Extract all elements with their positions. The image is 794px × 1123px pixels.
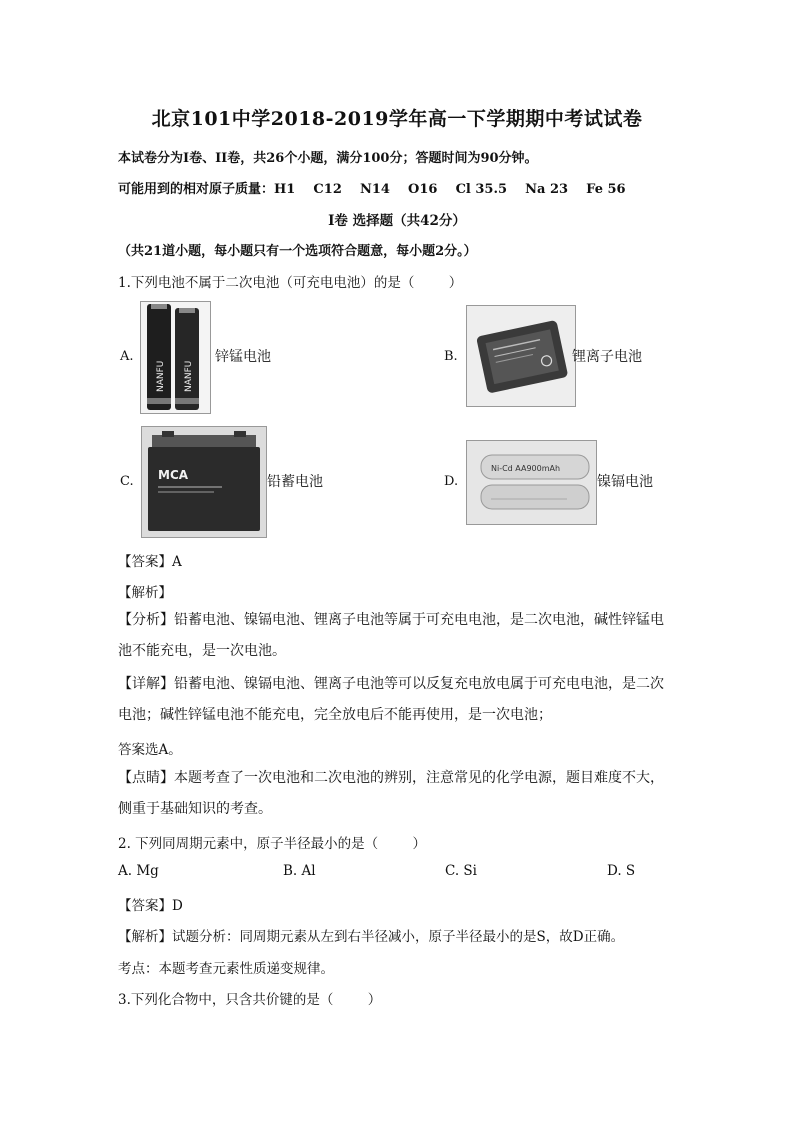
- lead-acid-battery-image: [141, 426, 267, 538]
- lithium-ion-battery-image: [466, 305, 576, 407]
- q2-stem: 2. 下列同周期元素中，原子半径最小的是（ ）: [118, 836, 427, 852]
- q1-option-a-caption: 锌锰电池: [215, 349, 271, 365]
- q1-option-d-caption: 镍镉电池: [597, 474, 653, 490]
- q1-option-b-letter: B.: [444, 349, 458, 364]
- section-heading: I卷 选择题（共42分）: [328, 213, 466, 229]
- q1-answer: 【答案】A: [118, 554, 182, 570]
- battery-print: MCA: [158, 468, 189, 482]
- battery-print: Ni-Cd AA900mAh: [491, 464, 561, 473]
- q2-option-b: B. Al: [283, 863, 316, 879]
- q1-stem: 1.下列电池不属于二次电池（可充电电池）的是（ ）: [118, 275, 463, 291]
- q2-option-a: A. Mg: [118, 863, 159, 879]
- q3-stem: 3.下列化合物中，只含共价键的是（ ）: [118, 992, 382, 1008]
- nickel-cadmium-battery-image: [466, 440, 597, 525]
- q2-option-d: D. S: [607, 863, 636, 879]
- q2-answer: 【答案】D: [118, 898, 183, 914]
- q2-analysis: 【解析】试题分析：同周期元素从左到右半径减小，原子半径最小的是S，故D正确。: [118, 929, 625, 945]
- q1-choose: 答案选A。: [118, 742, 182, 758]
- q1-option-c-caption: 铅蓄电池: [267, 474, 323, 490]
- zinc-manganese-battery-image: [140, 301, 211, 414]
- q1-option-c-letter: C.: [120, 474, 134, 489]
- page-title: 北京101中学2018-2019学年高一下学期期中考试试卷: [151, 108, 643, 130]
- q1-xiangjie: 【详解】铅蓄电池、镍镉电池、锂离子电池等可以反复充电放电属于可充电电池，是二次电池；碱性锌锰电池不能充电，完全放电后不能再使用，是一次电池；: [118, 676, 664, 723]
- battery-print: NANFU: [156, 360, 166, 392]
- q2-option-c: C. Si: [445, 863, 477, 879]
- q1-dianjing: 【点睛】本题考查了一次电池和二次电池的辨别，注意常见的化学电源，题目难度不大，侧重于基础知识的考查。: [118, 770, 664, 817]
- q1-option-b-caption: 锂离子电池: [572, 349, 642, 365]
- q2-kaodian: 考点：本题考查元素性质递变规律。: [118, 961, 334, 977]
- intro-line: 本试卷分为I卷、II卷，共26个小题，满分100分；答题时间为90分钟。: [118, 151, 538, 166]
- q1-analysis-label: 【解析】: [118, 585, 172, 601]
- atomic-mass-line: 可能用到的相对原子质量：H1 C12 N14 O16 Cl 35.5 Na 23 Fe 56: [118, 182, 626, 197]
- section-note: （共21道小题，每小题只有一个选项符合题意，每小题2分。）: [118, 244, 477, 259]
- q1-option-d-letter: D.: [444, 474, 459, 489]
- battery-print: NANFU: [184, 360, 194, 392]
- q1-fenxi: 【分析】铅蓄电池、镍镉电池、锂离子电池等属于可充电电池，是二次电池，碱性锌锰电池不能充电，是一次电池。: [118, 612, 664, 659]
- q1-option-a-letter: A.: [120, 349, 134, 364]
